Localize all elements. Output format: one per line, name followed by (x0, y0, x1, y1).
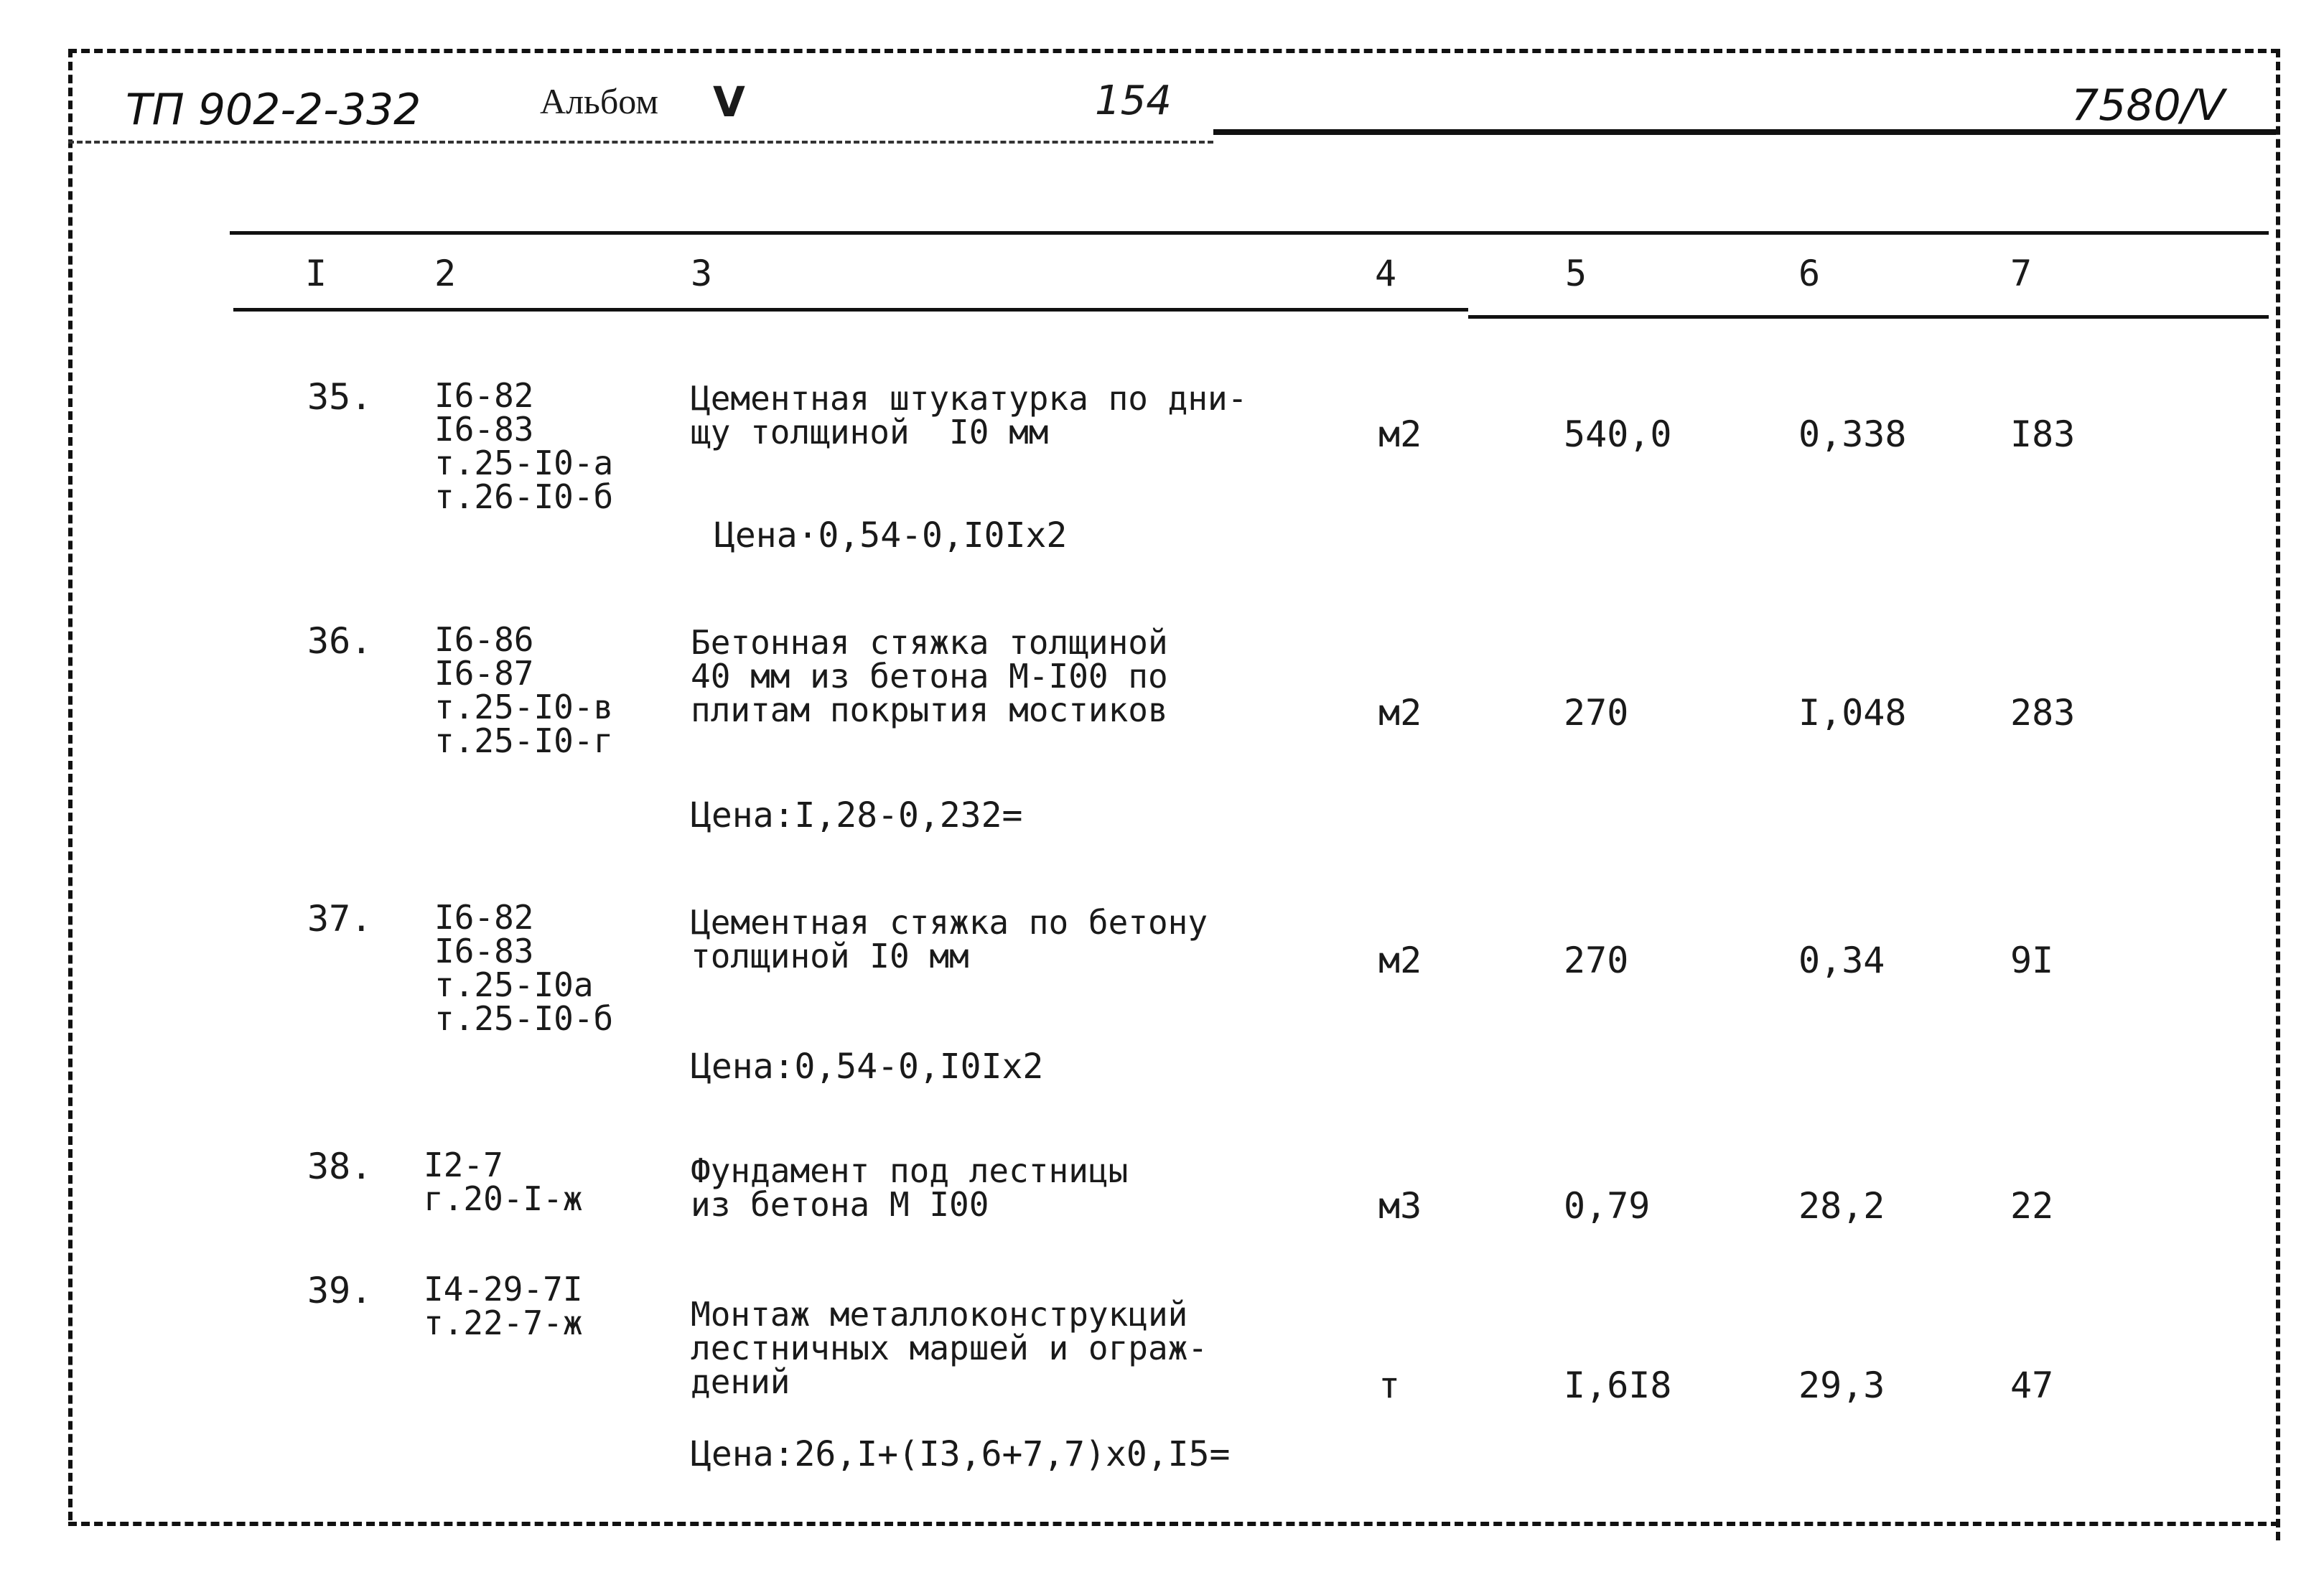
row-codes: I4-29-7I т.22-7-ж (424, 1270, 583, 1342)
row-number: 35. (307, 376, 373, 418)
table-top-rule (230, 231, 2269, 235)
row-quantity: 540,0 (1564, 413, 1672, 455)
row-quantity: 0,79 (1564, 1185, 1651, 1227)
column-header-1: I (305, 253, 327, 294)
row-codes: I6-82 I6-83 т.25-I0-а т.26-I0-б (434, 376, 614, 516)
frame-bottom-border (68, 1522, 2279, 1526)
column-header-3: 3 (691, 253, 713, 294)
header-underline-bold (1213, 129, 2276, 135)
row-number: 39. (307, 1270, 373, 1311)
row-total: I83 (2010, 413, 2076, 455)
row-codes: I2-7 г.20-I-ж (424, 1146, 583, 1218)
row-price: 28,2 (1798, 1185, 1885, 1227)
table-header-rule-right (1468, 315, 2269, 319)
inventory-number: 7580/V (2071, 80, 2225, 131)
row-price-note: Цена:26,I+(I3,6+7,7)х0,I5= (691, 1434, 1231, 1474)
album-number: V (713, 78, 745, 126)
row-total: 47 (2010, 1365, 2054, 1406)
row-description: Монтаж металлоконструкций лестничных маршей и ограж- дений (691, 1295, 1208, 1401)
project-code: ТП 902-2-332 (126, 85, 421, 135)
row-quantity: 270 (1564, 692, 1629, 734)
row-price: 0,338 (1798, 413, 1907, 455)
row-codes: I6-82 I6-83 т.25-I0а т.25-I0-б (434, 898, 614, 1038)
row-unit: т (1378, 1365, 1401, 1406)
row-total: 22 (2010, 1185, 2054, 1227)
row-unit: м2 (1378, 692, 1422, 734)
header-underline (68, 141, 1213, 144)
row-unit: м2 (1378, 413, 1422, 455)
row-number: 36. (307, 620, 373, 662)
row-unit: м3 (1378, 1185, 1422, 1227)
column-header-7: 7 (2010, 253, 2033, 294)
column-header-5: 5 (1565, 253, 1587, 294)
row-price: I,048 (1798, 692, 1907, 734)
table-header-rule-left (233, 308, 1468, 312)
row-number: 37. (307, 898, 373, 940)
row-price: 29,3 (1798, 1365, 1885, 1406)
frame-top-border (68, 49, 2279, 53)
row-price-note: Цена:I,28-0,232= (691, 795, 1023, 836)
row-number: 38. (307, 1146, 373, 1187)
column-header-6: 6 (1798, 253, 1821, 294)
row-price-note: Цена:0,54-0,I0Iх2 (691, 1047, 1044, 1087)
row-description: Цементная штукатурка по дни- щу толщиной I0 мм (691, 379, 1248, 451)
row-description: Бетонная стяжка толщиной 40 мм из бетона М-I00 по плитам покрытия мостиков (691, 623, 1168, 729)
column-header-2: 2 (434, 253, 457, 294)
row-codes: I6-86 I6-87 т.25-I0-в т.25-I0-г (434, 620, 614, 760)
row-description: Цементная стяжка по бетону толщиной I0 мм (691, 903, 1208, 975)
frame-right-border (2276, 49, 2280, 1540)
row-total: 9I (2010, 940, 2054, 981)
page-number: 154 (1095, 78, 1172, 124)
row-quantity: I,6I8 (1564, 1365, 1672, 1406)
album-label: Альбом (540, 81, 658, 121)
row-price: 0,34 (1798, 940, 1885, 981)
row-quantity: 270 (1564, 940, 1629, 981)
row-unit: м2 (1378, 940, 1422, 981)
row-total: 283 (2010, 692, 2076, 734)
row-description: Фундамент под лестницы из бетона М I00 (691, 1151, 1129, 1224)
column-header-4: 4 (1375, 253, 1397, 294)
row-price-note: Цена·0,54-0,I0Iх2 (714, 515, 1068, 556)
frame-left-border (68, 49, 73, 1520)
